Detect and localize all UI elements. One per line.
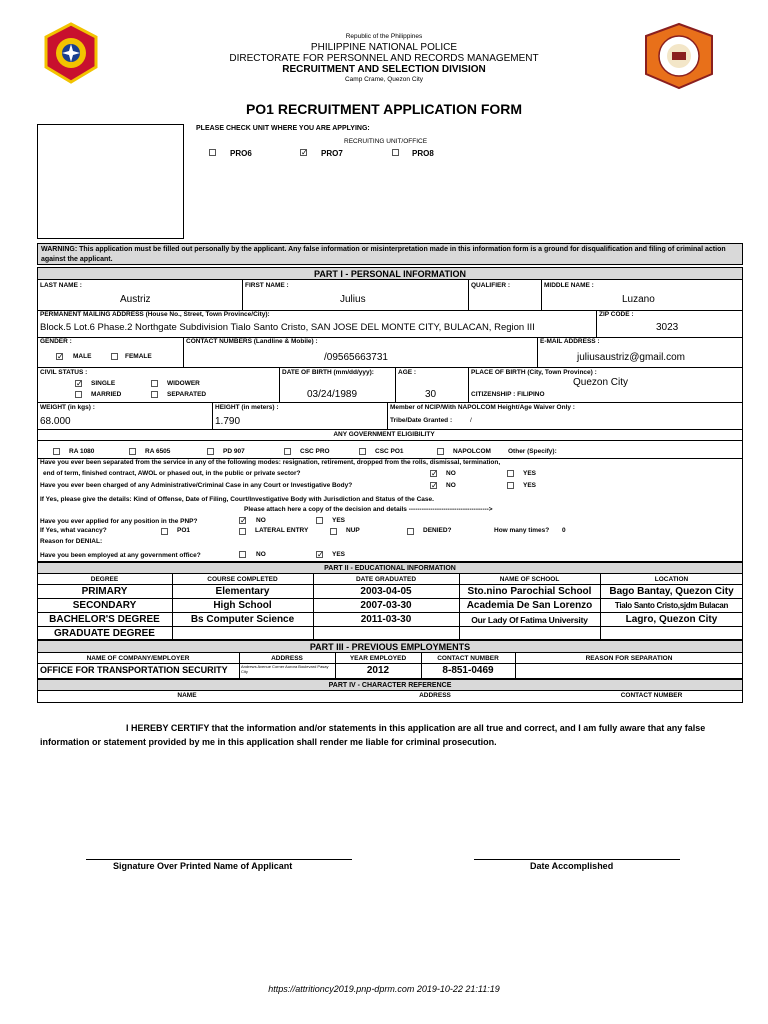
ref-header-address: ADDRESS — [419, 692, 451, 699]
signature-line — [86, 859, 352, 860]
separated-no-checkbox[interactable]: ✓ — [431, 469, 438, 478]
separated-yes-checkbox[interactable] — [507, 470, 514, 477]
edu-header-degree: DEGREE — [90, 576, 119, 583]
age-label: AGE : — [398, 369, 417, 376]
warning-text: WARNING: This application must be filled out personally by the applicant. Any false information or misinterpretation made in this information form is a ground for disqualification and filing of criminal action against the applicant. — [37, 243, 743, 265]
middle-name-value[interactable]: Luzano — [622, 294, 655, 305]
pro8-checkbox[interactable] — [392, 149, 399, 156]
q-vacancy: If Yes, what vacancy? — [40, 527, 107, 534]
edu-row2-school[interactable]: Academia De San Lorenzo — [466, 600, 593, 611]
weight-value[interactable]: 68.000 — [40, 416, 71, 427]
lateral-checkbox[interactable] — [239, 528, 246, 535]
applied-no-checkbox[interactable]: ✓ — [240, 516, 247, 525]
date-label: Date Accomplished — [530, 861, 614, 871]
pro6-label: PRO6 — [230, 149, 252, 158]
widower-checkbox[interactable] — [151, 380, 158, 387]
citizenship-label: CITIZENSHIP : FILIPINO — [471, 391, 545, 398]
edu-row2-location[interactable]: Tialo Santo Cristo,sjdm Bulacan — [614, 601, 729, 610]
first-name-value[interactable]: Julius — [340, 294, 366, 305]
edu-row1-degree: PRIMARY — [81, 586, 128, 597]
part2-title: PART II - EDUCATIONAL INFORMATION — [37, 562, 743, 574]
last-name-value[interactable]: Austriz — [120, 294, 151, 305]
photo-box — [37, 124, 184, 239]
date-line — [474, 859, 680, 860]
emp-header-address: ADDRESS — [271, 655, 303, 662]
republic-text: Republic of the Philippines — [345, 33, 423, 40]
directorate-name: DIRECTORATE FOR PERSONNEL AND RECORDS MANAGEMENT — [229, 53, 539, 64]
emp-header-company: NAME OF COMPANY/EMPLOYER — [86, 655, 190, 662]
female-checkbox[interactable] — [111, 353, 118, 360]
ra1080-label: RA 1080 — [69, 448, 95, 455]
edu-row1-course[interactable]: Elementary — [215, 586, 270, 597]
single-checkbox[interactable]: ✓ — [76, 379, 83, 388]
edu-row3-school[interactable]: Our Lady Of Fatima University — [471, 615, 588, 625]
married-label: MARRIED — [91, 391, 122, 398]
po1-checkbox[interactable] — [161, 528, 168, 535]
zip-value[interactable]: 3023 — [656, 322, 679, 333]
edu-row4-degree: GRADUATE DEGREE — [54, 628, 155, 639]
contact-label: CONTACT NUMBERS (Landline & Mobile) : — [186, 338, 318, 345]
times-value[interactable]: 0 — [562, 527, 566, 534]
applied-yes-label: YES — [332, 517, 346, 524]
employed-no-label: NO — [256, 551, 266, 558]
q-applied: Have you ever applied for any position in the PNP? — [40, 518, 198, 525]
lateral-label: LATERAL ENTRY — [255, 527, 309, 534]
edu-row3-date[interactable]: 2011-03-30 — [360, 614, 412, 625]
emp-header-contact: CONTACT NUMBER — [437, 655, 499, 662]
recruiting-unit-label: RECRUITING UNIT/OFFICE — [344, 138, 428, 145]
emp-contact-value[interactable]: 8-851-0469 — [442, 665, 494, 676]
edu-header-date: DATE GRADUATED — [355, 576, 417, 583]
separated-label: SEPARATED — [167, 391, 207, 398]
height-value[interactable]: 1.790 — [215, 416, 241, 427]
gender-label: GENDER : — [40, 338, 72, 345]
dob-value[interactable]: 03/24/1989 — [307, 389, 358, 400]
contact-value[interactable]: /09565663731 — [324, 352, 388, 363]
q-separated-line1: Have you ever been separated from the service in any of the following modes: resignation, retirement, dropped from the rolls, dismissal, termination, — [40, 459, 501, 466]
female-label: FEMALE — [125, 353, 152, 360]
first-name-label: FIRST NAME : — [245, 282, 289, 289]
edu-header-school: NAME OF SCHOOL — [499, 576, 560, 583]
q-charged: Have you ever been charged of any Administrative/Criminal Case in any Court or Investigative Body? — [40, 482, 353, 489]
pd907-label: PD 907 — [223, 448, 245, 455]
edu-row3-location[interactable]: Lagro, Quezon City — [625, 614, 718, 625]
applied-yes-checkbox[interactable] — [316, 517, 323, 524]
separated-checkbox[interactable] — [151, 391, 158, 398]
edu-row2-course[interactable]: High School — [213, 600, 272, 611]
part1-title: PART I - PERSONAL INFORMATION — [37, 267, 743, 280]
male-checkbox[interactable]: ✓ — [57, 352, 64, 361]
address-value[interactable]: Block.5 Lot.6 Phase.2 Northgate Subdivision Tialo Santo Cristo, SAN JOSE DEL MONTE CITY, BULACAN, Region III — [40, 322, 535, 333]
q-separated-line2: end of term, finished contract, AWOL or phased out, in the public or private sector? — [43, 470, 301, 477]
denied-label: DENIED? — [423, 527, 452, 534]
email-value[interactable]: juliusaustriz@gmail.com — [577, 352, 685, 363]
qualifier-label: QUALIFIER : — [471, 282, 510, 289]
ncip-label: Member of NCIP/With NAPOLCOM Height/Age Waiver Only : — [390, 404, 575, 411]
emp-address-value[interactable]: Andrews Avenue Corner Aurora Boulevard Pasay City — [241, 664, 329, 674]
separated-yes-label: YES — [523, 470, 537, 477]
pro7-label: PRO7 — [321, 149, 343, 158]
employed-no-checkbox[interactable] — [239, 551, 246, 558]
ref-header-name: NAME — [177, 692, 197, 699]
address-label: PERMANENT MAILING ADDRESS (House No., Street, Town Province/City): — [40, 311, 270, 318]
pro7-checkbox[interactable]: ✓ — [301, 148, 308, 157]
denied-checkbox[interactable] — [407, 528, 414, 535]
emp-company-value[interactable]: OFFICE FOR TRANSPORTATION SECURITY — [40, 665, 228, 675]
edu-row1-date[interactable]: 2003-04-05 — [360, 586, 412, 597]
middle-name-label: MIDDLE NAME : — [544, 282, 594, 289]
emp-header-year: YEAR EMPLOYED — [349, 655, 407, 662]
q-denial: Reason for DENIAL: — [40, 538, 103, 545]
edu-row2-date[interactable]: 2007-03-30 — [360, 600, 412, 611]
charged-yes-checkbox[interactable] — [507, 482, 514, 489]
other-eligibility-label: Other (Specify): — [508, 448, 557, 455]
edu-header-course: COURSE COMPLETED — [207, 576, 278, 583]
footer-url: https://attritioncy2019.pnp-dprm.com 2019-10-22 21:11:19 — [268, 984, 500, 994]
eligibility-title: ANY GOVERNMENT ELIGIBILITY — [333, 431, 435, 438]
dob-label: DATE OF BIRTH (mm/dd/yyy): — [282, 369, 374, 376]
pd907-checkbox[interactable] — [207, 448, 214, 455]
edu-row3-course[interactable]: Bs Computer Science — [190, 614, 295, 625]
ra6505-checkbox[interactable] — [129, 448, 136, 455]
form-title: PO1 RECRUITMENT APPLICATION FORM — [245, 101, 523, 117]
certification-text: I HEREBY CERTIFY that the information and/or statements in this application are all true and correct, and I am fully aware that any false information or statement provided by me in this application shall render me liable for criminal prosecution. — [40, 723, 706, 747]
q-attach: Please attach here a copy of the decision and details -------------------------------------> — [244, 506, 493, 513]
edu-row1-location[interactable]: Bago Bantay, Quezon City — [609, 586, 734, 597]
charged-yes-label: YES — [523, 482, 537, 489]
separated-no-label: NO — [446, 470, 456, 477]
pro6-checkbox[interactable] — [209, 149, 216, 156]
q-employed: Have you been employed at any government office? — [40, 552, 201, 559]
ra6505-label: RA 6505 — [145, 448, 171, 455]
csc-po1-label: CSC PO1 — [375, 448, 404, 455]
napolcom-label: NAPOLCOM — [453, 448, 491, 455]
weight-label: WEIGHT (in kgs) : — [40, 404, 95, 411]
last-name-label: LAST NAME : — [40, 282, 82, 289]
csc-pro-label: CSC PRO — [300, 448, 330, 455]
emp-year-value[interactable]: 2012 — [366, 665, 390, 676]
applied-no-label: NO — [256, 517, 266, 524]
signature-label: Signature Over Printed Name of Applicant — [113, 861, 293, 871]
height-label: HEIGHT (in meters) : — [215, 404, 279, 411]
charged-no-label: NO — [446, 482, 456, 489]
pob-value[interactable]: Quezon City — [573, 377, 629, 388]
charged-no-checkbox[interactable]: ✓ — [431, 481, 438, 490]
ra1080-checkbox[interactable] — [53, 448, 60, 455]
edu-row3-degree: BACHELOR'S DEGREE — [49, 614, 160, 625]
q-details: If Yes, please give the details: Kind of Offense, Date of Filing, Court/Investigative Body with Jurisdiction and Status of the Case. — [40, 496, 434, 503]
times-label: How many times? — [494, 527, 550, 534]
po1-label: PO1 — [177, 527, 191, 534]
csc-pro-checkbox[interactable] — [284, 448, 291, 455]
married-checkbox[interactable] — [75, 391, 82, 398]
widower-label: WIDOWER — [167, 380, 200, 387]
single-label: SINGLE — [91, 380, 116, 387]
pro8-label: PRO8 — [412, 149, 434, 158]
part4-title: PART IV - CHARACTER REFERENCE — [37, 679, 743, 691]
check-unit-label: PLEASE CHECK UNIT WHERE YOU ARE APPLYING: — [196, 125, 370, 132]
edu-row2-degree: SECONDARY — [72, 600, 137, 611]
email-label: E-MAIL ADDRESS : — [540, 338, 600, 345]
csc-po1-checkbox[interactable] — [359, 448, 366, 455]
emp-header-reason: REASON FOR SEPARATION — [585, 655, 673, 662]
division-name: RECRUITMENT AND SELECTION DIVISION — [282, 64, 486, 75]
zip-label: ZIP CODE : — [599, 311, 634, 318]
male-label: MALE — [73, 353, 92, 360]
tribe-value[interactable]: / — [470, 417, 472, 424]
tribe-label: Tribe/Date Granted : — [390, 417, 453, 424]
edu-header-location: LOCATION — [654, 576, 689, 583]
nup-label: NUP — [346, 527, 360, 534]
agency-name: PHILIPPINE NATIONAL POLICE — [310, 42, 458, 53]
napolcom-checkbox[interactable] — [437, 448, 444, 455]
employed-yes-checkbox[interactable]: ✓ — [317, 550, 324, 559]
part3-title: PART III - PREVIOUS EMPLOYMENTS — [37, 640, 743, 653]
ref-header-contact: CONTACT NUMBER — [620, 692, 683, 699]
civil-status-label: CIVIL STATUS : — [40, 369, 88, 376]
age-value[interactable]: 30 — [425, 389, 437, 400]
edu-row1-school[interactable]: Sto.nino Parochial School — [467, 586, 592, 597]
nup-checkbox[interactable] — [330, 528, 337, 535]
pob-label: PLACE OF BIRTH (City, Town Province) : — [471, 369, 597, 376]
location-text: Camp Crame, Quezon City — [344, 76, 424, 83]
employed-yes-label: YES — [332, 551, 346, 558]
